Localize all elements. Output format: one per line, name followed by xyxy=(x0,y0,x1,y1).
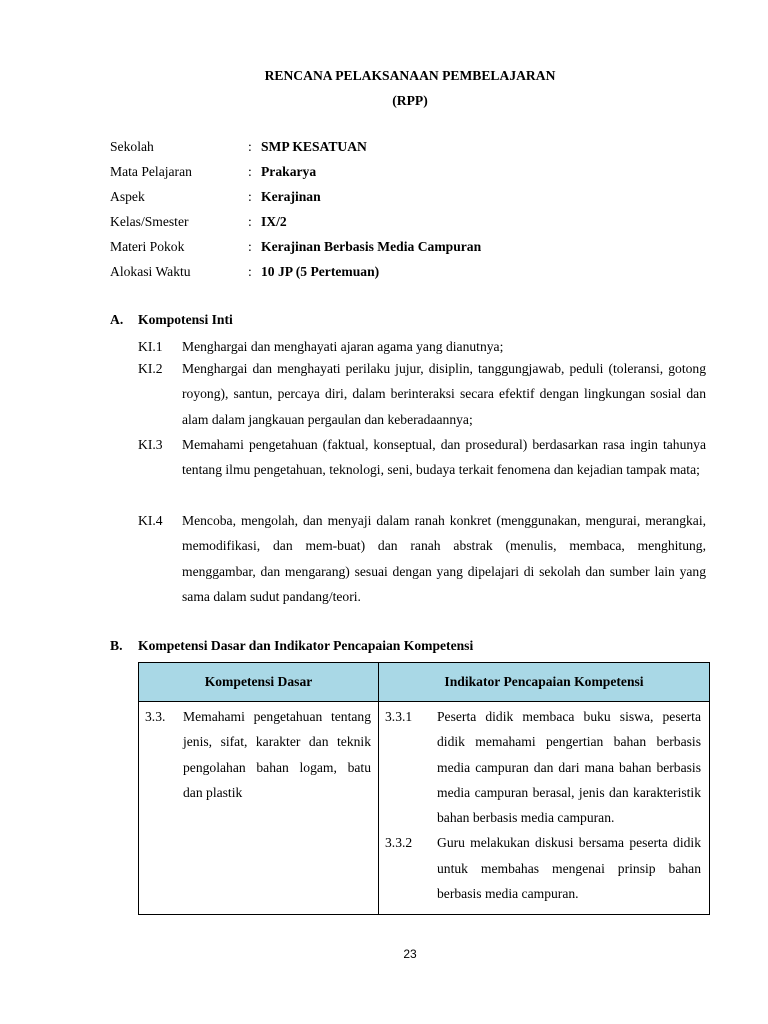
page-number: 23 xyxy=(403,947,417,961)
section-title: Kompotensi Inti xyxy=(138,312,233,327)
ki-code: KI.2 xyxy=(138,361,163,376)
info-label: Kelas/Smester xyxy=(110,214,189,229)
indicator-text: Guru melakukan diskusi bersama peserta didik untuk membahas mengenai prinsip bahan berbasis media campuran. xyxy=(437,835,701,902)
ki-text: Mencoba, mengolah, dan menyaji dalam ranah konkret (menggunakan, mengurai, merangkai, memodifikasi, dan mem-buat) dan ranah abstrak (menulis, membaca, menghitung, menggambar, dan mengarang) sesuai dengan yang dipelajari di sekolah dan sumber lain yang sama dalam sudut pandang/teori. xyxy=(182,513,706,604)
section-a-heading xyxy=(110,312,233,328)
ki-item xyxy=(138,432,706,483)
info-colon: : xyxy=(248,264,252,279)
ki-item xyxy=(138,356,706,432)
indicator-number: 3.3.2 xyxy=(385,835,413,851)
ki-text: Menghargai dan menghayati ajaran agama yang dianutnya; xyxy=(182,339,504,354)
info-colon: : xyxy=(248,214,252,229)
ki-code: KI.1 xyxy=(138,339,163,354)
info-value: SMP KESATUAN xyxy=(261,139,367,154)
header-indikator: Indikator Pencapaian Kompetensi xyxy=(379,663,710,702)
competency-table xyxy=(138,662,710,915)
kd-text: Memahami pengetahuan tentang jenis, sifat, karakter dan teknik pengolahan bahan logam, batu dan plastik xyxy=(183,709,371,800)
info-label: Materi Pokok xyxy=(110,239,185,254)
info-colon: : xyxy=(248,189,252,204)
header-kompetensi-dasar: Kompetensi Dasar xyxy=(139,663,379,702)
info-colon: : xyxy=(248,139,252,154)
indicator-item xyxy=(385,830,703,906)
table-row xyxy=(139,702,710,915)
indicator-number: 3.3.1 xyxy=(385,709,413,724)
info-label: Alokasi Waktu xyxy=(110,264,191,279)
section-b-heading xyxy=(110,638,473,654)
indicator-text: Peserta didik membaca buku siswa, peserta didik memahami pengertian bahan berbasis media campuran dan dari mana bahan berbasis media campuran berasal, jenis dan karakteristik bahan berbasis media campuran. xyxy=(437,709,701,826)
indicator-cell xyxy=(379,702,710,915)
info-label: Mata Pelajaran xyxy=(110,164,192,179)
section-letter: A. xyxy=(110,312,124,327)
ki-text: Menghargai dan menghayati perilaku jujur, disiplin, tanggungjawab, peduli (toleransi, gotong royong), santun, percaya diri, dalam berinteraksi secara efektif dengan lingkungan sosial dan alam dalam jangkauan pergaulan dan keberadaannya; xyxy=(182,361,706,427)
info-colon: : xyxy=(248,164,252,179)
info-colon: : xyxy=(248,239,252,254)
kd-cell xyxy=(139,702,379,915)
info-label: Aspek xyxy=(110,189,145,204)
ki-item xyxy=(138,508,706,609)
info-value: 10 JP (5 Pertemuan) xyxy=(261,264,380,279)
document-title: RENCANA PELAKSANAAN PEMBELAJARAN xyxy=(264,68,556,83)
info-value: Kerajinan Berbasis Media Campuran xyxy=(261,239,482,254)
ki-text: Memahami pengetahuan (faktual, konseptual, dan prosedural) berdasarkan rasa ingin tahunya tentang ilmu pengetahuan, teknologi, seni, budaya terkait fenomena dan kejadian tampak mata; xyxy=(182,437,706,478)
section-title: Kompetensi Dasar dan Indikator Pencapaian Kompetensi xyxy=(138,638,474,653)
info-value: IX/2 xyxy=(261,214,287,229)
info-value: Kerajinan xyxy=(261,189,321,204)
ki-code: KI.4 xyxy=(138,513,163,528)
table-header-row xyxy=(139,663,710,702)
indicator-item xyxy=(385,704,703,830)
document-subtitle: (RPP) xyxy=(392,93,428,108)
kd-number: 3.3. xyxy=(145,709,166,724)
section-letter: B. xyxy=(110,638,123,653)
info-value: Prakarya xyxy=(261,164,317,179)
ki-code: KI.3 xyxy=(138,437,163,452)
info-label: Sekolah xyxy=(110,139,154,154)
